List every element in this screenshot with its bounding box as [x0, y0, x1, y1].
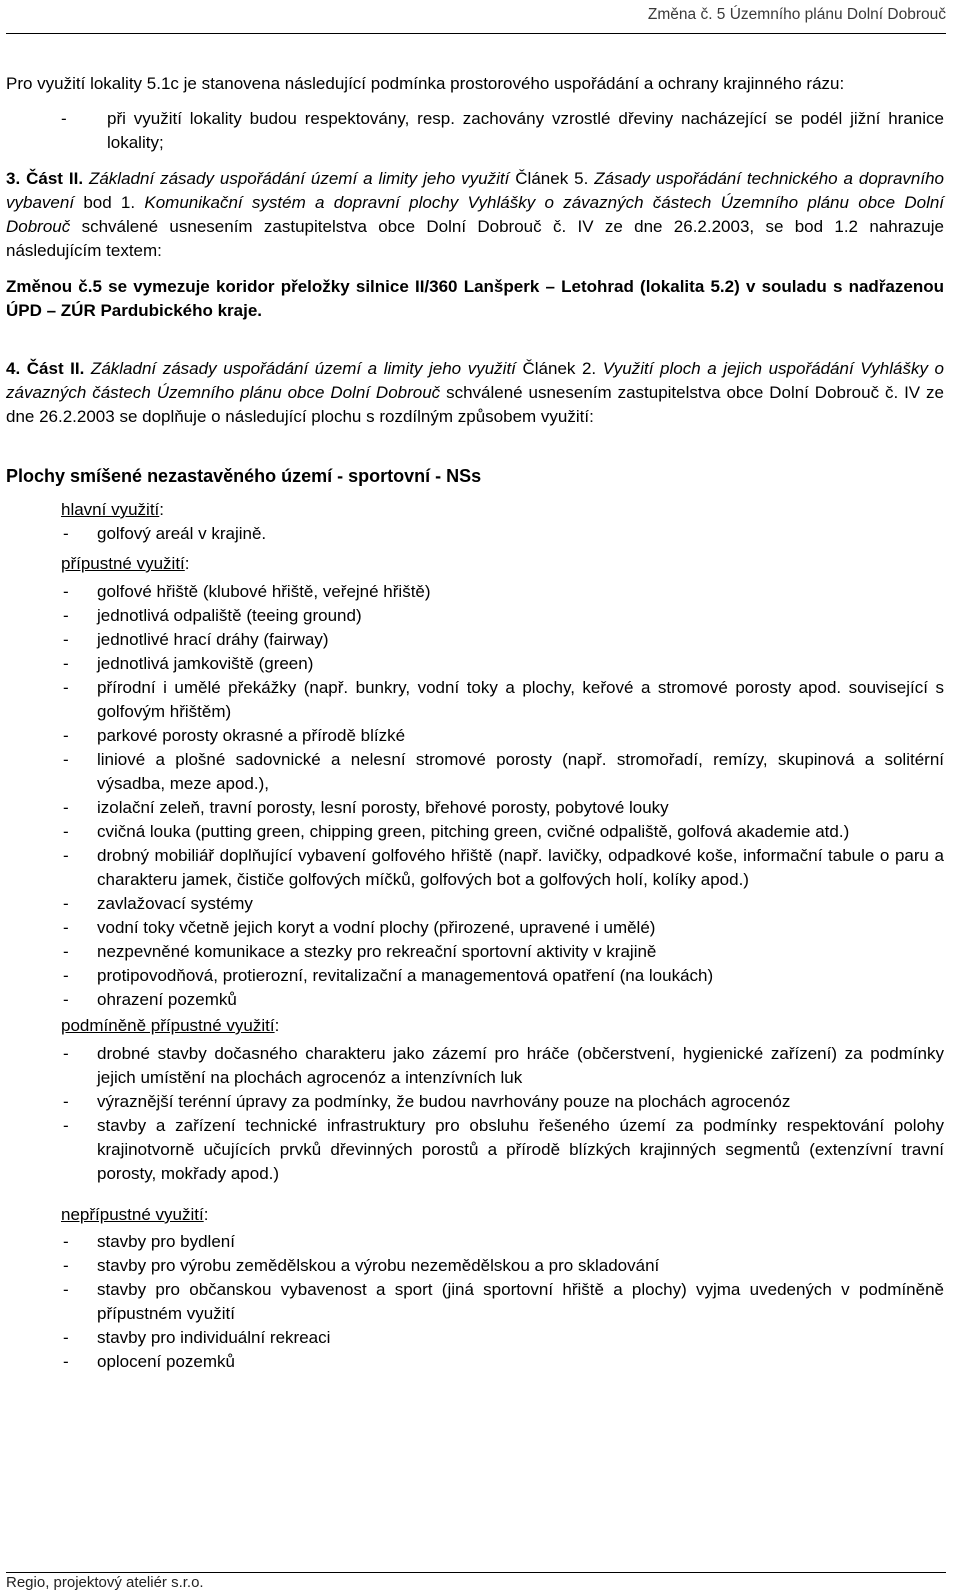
list-item — [61, 916, 944, 940]
list-item — [61, 676, 944, 724]
list-item — [61, 652, 944, 676]
list-dash: - — [63, 798, 69, 817]
list-item-text: stavby a zařízení technické infrastruktury pro obsluhu řešeného území za podmínky respektování polohy krajinotvorně učujících prvků dřevinných porostů a přírodě blízkých krajinných segmentů (extenzívní travní porosty, mokřady apod.) — [97, 1116, 944, 1183]
section-title-nss: Plochy smíšené nezastavěného území - sportovní - NSs — [6, 466, 482, 486]
list-dash: - — [63, 726, 69, 745]
list-dash: - — [63, 966, 69, 985]
list-hlavni — [6, 522, 944, 546]
list-item — [61, 940, 944, 964]
list-item — [61, 844, 944, 892]
list-item-text: liniové a plošné sadovnické a nelesní stromové porosty (např. stromořadí, remízy, skupinová a solitérní výsadba, meze apod.), — [97, 750, 944, 793]
list-item-text: stavby pro výrobu zemědělskou a výrobu nezemědělskou a pro skladování — [97, 1256, 660, 1275]
list-nepripustne — [6, 1230, 944, 1374]
page-header-title: Změna č. 5 Územního plánu Dolní Dobrouč — [647, 6, 946, 23]
list-dash: - — [63, 918, 69, 937]
list-item-text: stavby pro bydlení — [97, 1232, 235, 1251]
list-pripustne — [6, 580, 944, 1012]
footer-rule — [6, 1572, 946, 1573]
list-dash: - — [63, 894, 69, 913]
list-dash: - — [63, 654, 69, 673]
list-item — [61, 1254, 944, 1278]
list-podminene — [6, 1042, 944, 1186]
list-item — [61, 1278, 944, 1326]
list-item — [61, 820, 944, 844]
list-item-text: vodní toky včetně jejich koryt a vodní plochy (přirozené, upravené i umělé) — [97, 918, 656, 937]
category-pripustne-label: přípustné využití: — [61, 554, 190, 573]
list-dash: - — [63, 678, 69, 697]
document-body — [6, 72, 944, 1374]
list-item — [61, 580, 944, 604]
list-item-text: jednotlivé hrací dráhy (fairway) — [97, 630, 329, 649]
list-dash: - — [63, 1328, 69, 1347]
list-item — [61, 1042, 944, 1090]
list-dash: - — [63, 1116, 69, 1135]
list-item-text: drobný mobiliář doplňující vybavení golfového hřiště (např. lavičky, odpadkové koše, informační tabule o paru a charakteru jamek, čističe golfových míčků, golfových bot a golfových holí, kolíky apod.) — [97, 846, 944, 889]
list-dash: - — [63, 822, 69, 841]
page-footer-text: Regio, projektový ateliér s.r.o. — [6, 1574, 204, 1591]
list-item — [61, 892, 944, 916]
list-item — [61, 724, 944, 748]
list-item — [61, 604, 944, 628]
list-item-text: oplocení pozemků — [97, 1352, 235, 1371]
category-podminene-label: podmíněně přípustné využití: — [61, 1016, 280, 1035]
list-dash: - — [63, 942, 69, 961]
list-item-text: zavlažovací systémy — [97, 894, 253, 913]
list-dash: - — [63, 1280, 69, 1299]
list-dash: - — [63, 606, 69, 625]
paragraph-zmena-koridor: Změnou č.5 se vymezuje koridor přeložky silnice II/360 Lanšperk – Letohrad (lokalita 5.2) v souladu s nadřazenou ÚPD – ZÚR Pardubického kraje. — [6, 277, 944, 320]
paragraph-point-4: 4. Část II. Základní zásady uspořádání území a limity jeho využití Článek 2. Využití ploch a jejich uspořádání Vyhlášky o závazných částech Územního plánu obce Dolní Dobrouč schválené usnesením zastupitelstva obce Dolní Dobrouč č. IV ze dne 26.2.2003 se doplňuje o následující plochu s rozdílným způsobem využití: — [6, 359, 944, 426]
list-dash: - — [63, 524, 69, 543]
category-nepripustne-label: nepřípustné využití: — [61, 1205, 209, 1224]
list-dash: - — [63, 1044, 69, 1063]
list-item — [61, 1350, 944, 1374]
list-item-text: parkové porosty okrasné a přírodě blízké — [97, 726, 406, 745]
list-item-text: jednotlivá jamkoviště (green) — [97, 654, 314, 673]
header-rule — [6, 33, 946, 34]
list-item — [61, 988, 944, 1012]
list-dash: - — [63, 582, 69, 601]
list-dash: - — [63, 990, 69, 1009]
list-item-text: jednotlivá odpaliště (teeing ground) — [97, 606, 362, 625]
list-dash: - — [63, 1232, 69, 1251]
list-item-text: cvičná louka (putting green, chipping green, pitching green, cvičné odpaliště, golfová akademie atd.) — [97, 822, 850, 841]
category-hlavni-label: hlavní využití: — [61, 500, 164, 519]
lokalita-condition-item: - při využití lokality budou respektovány, resp. zachovány vzrostlé dřeviny nacházející se podél jižní hranice lokality; — [61, 109, 944, 152]
list-dash: - — [63, 750, 69, 769]
list-item-text: izolační zeleň, travní porosty, lesní porosty, břehové porosty, pobytové louky — [97, 798, 669, 817]
list-dash: - — [63, 1092, 69, 1111]
list-item — [61, 748, 944, 796]
list-item-text: nezpevněné komunikace a stezky pro rekreační sportovní aktivity v krajině — [97, 942, 657, 961]
list-item — [61, 522, 944, 546]
list-dash: - — [63, 1256, 69, 1275]
list-dash: - — [63, 1352, 69, 1371]
list-item — [61, 628, 944, 652]
list-item-text: stavby pro občanskou vybavenost a sport (jiná sportovní hřiště a plochy) vyjma uvedených v podmíněně přípustném využití — [97, 1280, 944, 1323]
list-item-text: golfový areál v krajině. — [97, 524, 267, 543]
list-item-text: stavby pro individuální rekreaci — [97, 1328, 331, 1347]
list-item — [61, 1326, 944, 1350]
list-dash: - — [63, 846, 69, 865]
list-item — [61, 1114, 944, 1186]
list-item-text: výraznější terénní úpravy za podmínky, že budou navrhovány pouze na plochách agrocenóz — [97, 1092, 791, 1111]
list-item-text: přírodní i umělé překážky (např. bunkry, vodní toky a plochy, keřové a stromové porosty apod. související s golfovým hřištěm) — [97, 678, 944, 721]
list-item — [61, 1090, 944, 1114]
list-item-text: golfové hřiště (klubové hřiště, veřejné hřiště) — [97, 582, 431, 601]
list-item — [61, 796, 944, 820]
list-item-text: protipovodňová, protierozní, revitalizační a managementová opatření (na loukách) — [97, 966, 714, 985]
paragraph-point-3: 3. Část II. Základní zásady uspořádání území a limity jeho využití Článek 5. Zásady uspořádání technického a dopravního vybavení bod 1. Komunikační systém a dopravní plochy Vyhlášky o závazných částech Územního plánu obce Dolní Dobrouč schválené usnesením zastupitelstva obce Dolní Dobrouč č. IV ze dne 26.2.2003, se bod 1.2 nahrazuje následujícím textem: — [6, 169, 945, 260]
list-item — [61, 1230, 944, 1254]
list-item — [61, 964, 944, 988]
list-item-text: ohrazení pozemků — [97, 990, 237, 1009]
list-item-text: drobné stavby dočasného charakteru jako zázemí pro hráče (občerstvení, hygienické zařízení) za podmínky jejich umístění na plochách agrocenóz a intenzívních luk — [97, 1044, 944, 1087]
list-dash: - — [63, 630, 69, 649]
paragraph-lokalita: Pro využití lokality 5.1c je stanovena následující podmínka prostorového uspořádání a ochrany krajinného rázu: — [6, 74, 845, 93]
